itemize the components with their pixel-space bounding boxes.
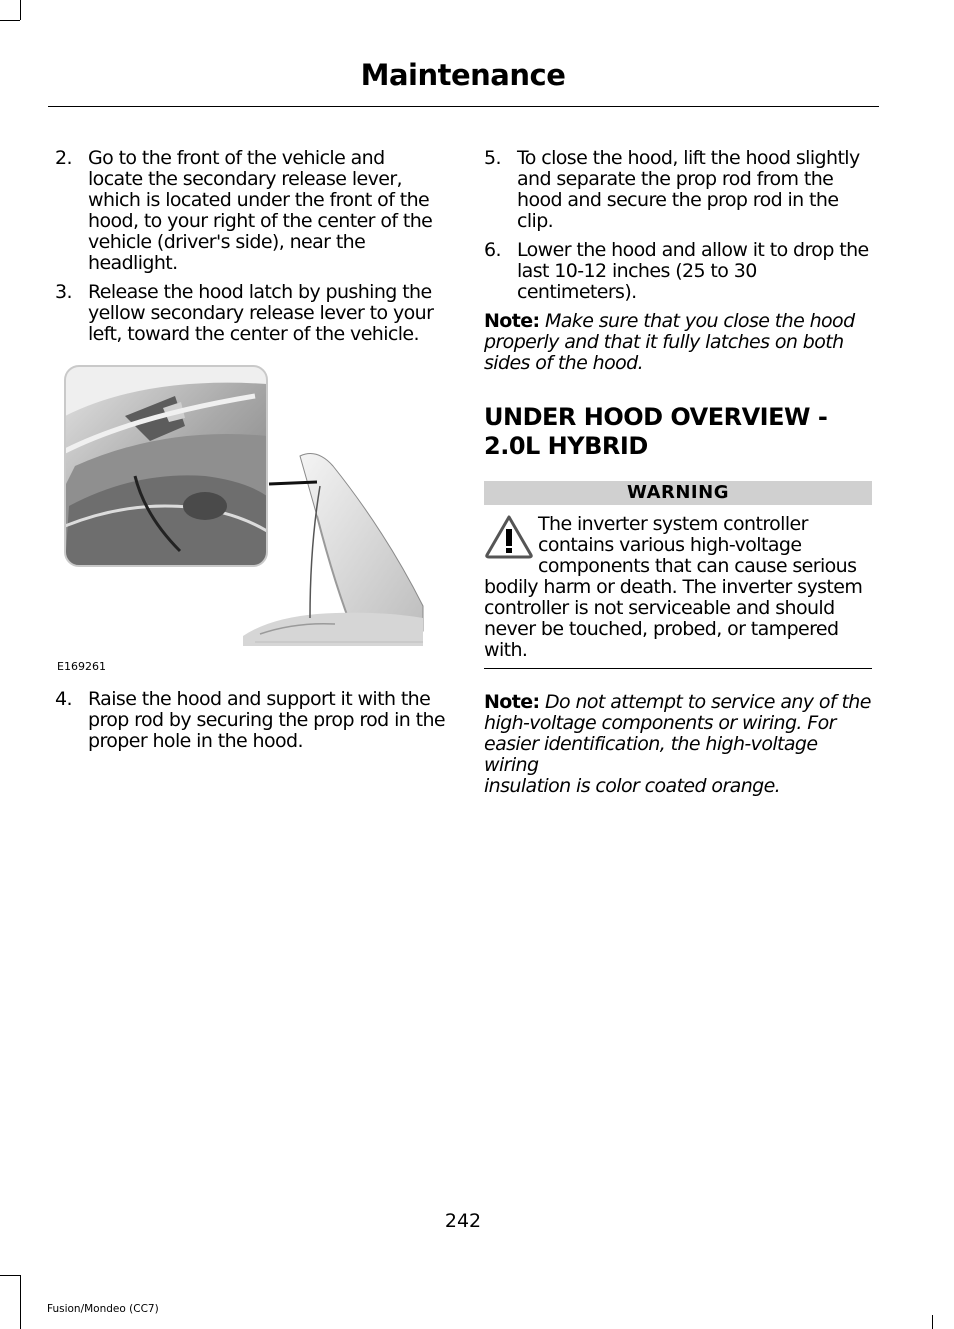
warning-line: components that can cause serious: [538, 555, 857, 577]
step-line: locate the secondary release lever,: [88, 168, 402, 190]
warning-line: with.: [484, 639, 528, 661]
step-line: hood and secure the prop rod in the: [517, 189, 839, 211]
step-3: [55, 282, 447, 348]
note-high-voltage: [484, 692, 876, 797]
warning-title: WARNING: [484, 481, 872, 505]
section-heading: [484, 403, 874, 461]
note-text: Make sure that you close the hood: [539, 310, 855, 332]
step-number: 5.: [484, 147, 501, 169]
step-5: [484, 148, 876, 236]
step-line: yellow secondary release lever to your: [88, 302, 434, 324]
step-line: Raise the hood and support it with the: [88, 688, 431, 710]
page-number: 242: [444, 1210, 482, 1232]
step-line: hood, to your right of the center of the: [88, 210, 433, 232]
step-line: proper hole in the hood.: [88, 730, 303, 752]
note-text: insulation is color coated orange.: [484, 775, 781, 797]
step-number: 2.: [55, 147, 72, 169]
crop-mark: [0, 1275, 20, 1276]
step-number: 6.: [484, 239, 501, 261]
step-4: [55, 689, 447, 755]
note-text: sides of the hood.: [484, 352, 644, 374]
figure-code: E169261: [57, 660, 106, 673]
header-divider: [48, 106, 879, 107]
step-line: To close the hood, lift the hood slightly: [517, 147, 860, 169]
step-line: which is located under the front of the: [88, 189, 430, 211]
step-2: [55, 148, 447, 278]
note-text: easier identification, the high-voltage wiring: [484, 733, 818, 776]
step-6: [484, 240, 876, 306]
warning-divider: [484, 668, 872, 669]
crop-mark: [932, 1315, 933, 1329]
page-title: Maintenance: [360, 58, 566, 92]
warning-line: contains various high-voltage: [538, 534, 802, 556]
warning-line: The inverter system controller: [538, 513, 808, 535]
section-heading-line: UNDER HOOD OVERVIEW -: [484, 403, 828, 431]
note-text: high-voltage components or wiring. For: [484, 712, 836, 734]
step-number: 4.: [55, 688, 72, 710]
step-line: vehicle (driver's side), near the: [88, 231, 366, 253]
step-line: clip.: [517, 210, 554, 232]
section-heading-line: 2.0L HYBRID: [484, 432, 648, 460]
step-line: Release the hood latch by pushing the: [88, 281, 432, 303]
step-line: Lower the hood and allow it to drop the: [517, 239, 869, 261]
step-number: 3.: [55, 281, 72, 303]
step-line: prop rod by securing the prop rod in the: [88, 709, 446, 731]
warning-text: [484, 514, 874, 661]
warning-line: bodily harm or death. The inverter system: [484, 576, 863, 598]
crop-mark: [0, 20, 20, 21]
crop-mark: [20, 0, 21, 20]
note-label: Note:: [484, 691, 540, 713]
step-line: headlight.: [88, 252, 178, 274]
step-line: last 10-12 inches (25 to 30: [517, 260, 757, 282]
note-text: Do not attempt to service any of the: [539, 691, 871, 713]
note-label: Note:: [484, 310, 540, 332]
note-close-hood: [484, 311, 876, 374]
warning-line: never be touched, probed, or tampered: [484, 618, 839, 640]
hood-release-illustration: [55, 356, 431, 656]
note-text: properly and that it fully latches on both: [484, 331, 844, 353]
crop-mark: [20, 1275, 21, 1329]
step-line: centimeters).: [517, 281, 637, 303]
step-line: and separate the prop rod from the: [517, 168, 834, 190]
inset-detail: [65, 366, 267, 566]
footer-model: Fusion/Mondeo (CC7): [47, 1303, 159, 1315]
warning-line: controller is not serviceable and should: [484, 597, 835, 619]
step-line: left, toward the center of the vehicle.: [88, 323, 419, 345]
step-line: Go to the front of the vehicle and: [88, 147, 385, 169]
